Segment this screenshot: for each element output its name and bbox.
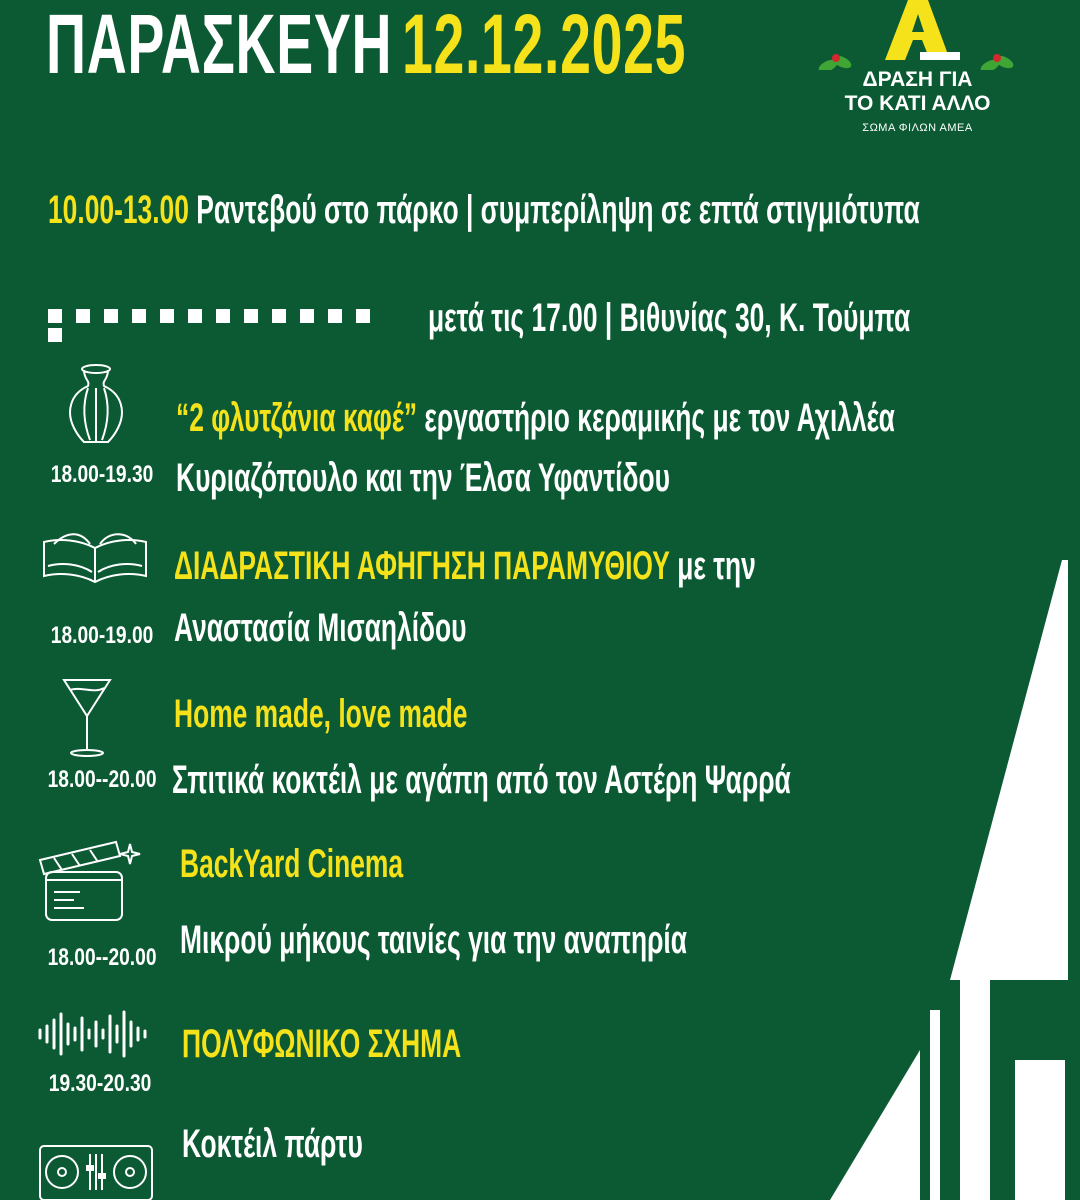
morning-row (48, 188, 920, 233)
logo-line-1: ΔΡΑΣΗ ΓΙΑ (862, 68, 973, 91)
christmas-tree-15-icon (830, 540, 1080, 1200)
dotted-divider (48, 309, 398, 329)
event-3-subtitle: Σπιτικά κοκτέιλ με αγάπη από τον Αστέρη Ψαρρά (172, 758, 791, 802)
event-3-highlight: Home made, love made (174, 692, 468, 736)
open-book-icon (40, 526, 150, 588)
morning-text: Ραντεβού στο πάρκο | συμπερίληψη σε επτά στιγμιότυπα (196, 188, 920, 232)
event-4-highlight: BackYard Cinema (180, 842, 404, 886)
logo-mark-icon (800, 0, 1035, 70)
event-5-highlight: ΠΟΛΥΦΩΝΙΚΟ ΣΧΗΜΑ (182, 1022, 462, 1066)
event-2-title (174, 544, 756, 589)
morning-time: 10.00-13.00 (48, 188, 189, 232)
event-2-title-rest: με την (677, 544, 756, 588)
event-2-time: 18.00-19.00 (50, 622, 154, 649)
clapperboard-icon (36, 836, 146, 924)
event-3-time: 18.00--20.00 (47, 766, 157, 793)
event-5-time: 19.30-20.30 (48, 1070, 152, 1097)
event-1-highlight: “2 φλυτζάνια καφέ” (176, 396, 418, 440)
event-6-title: Κοκτέιλ πάρτυ (182, 1122, 363, 1166)
logo-line-3: ΣΩΜΑ ΦΙΛΩΝ ΑΜΕΑ (862, 122, 973, 134)
cocktail-glass-icon (62, 676, 112, 758)
event-1-subtitle: Κυριαζόπουλο και την Έλσα Υφαντίδου (176, 456, 670, 500)
page-title-day: ΠΑΡΑΣΚΕΥΗ (46, 0, 393, 91)
evening-location: μετά τις 17.00 | Βιθυνίας 30, Κ. Τούμπα (428, 296, 911, 340)
logo-line-2: ΤΟ ΚΑΤΙ ΑΛΛΟ (844, 92, 991, 115)
event-4-subtitle: Μικρού μήκους ταινίες για την αναπηρία (180, 918, 687, 962)
vase-icon (60, 362, 132, 444)
event-2-highlight: ΔΙΑΔΡΑΣΤΙΚΗ ΑΦΗΓΗΣΗ ΠΑΡΑΜΥΘΙΟΥ (174, 544, 670, 588)
event-1-title-rest: εργαστήριο κεραμικής με τον Αχιλλέα (424, 396, 895, 440)
event-2-subtitle: Αναστασία Μισαηλίδου (174, 606, 467, 650)
event-1-time: 18.00-19.30 (50, 461, 154, 488)
sound-wave-icon (36, 1010, 150, 1058)
logo (800, 0, 1035, 145)
page-title-date: 12.12.2025 (402, 0, 687, 91)
event-4-time: 18.00--20.00 (47, 944, 157, 971)
dj-turntable-icon (38, 1144, 154, 1200)
event-1-title (176, 396, 895, 441)
